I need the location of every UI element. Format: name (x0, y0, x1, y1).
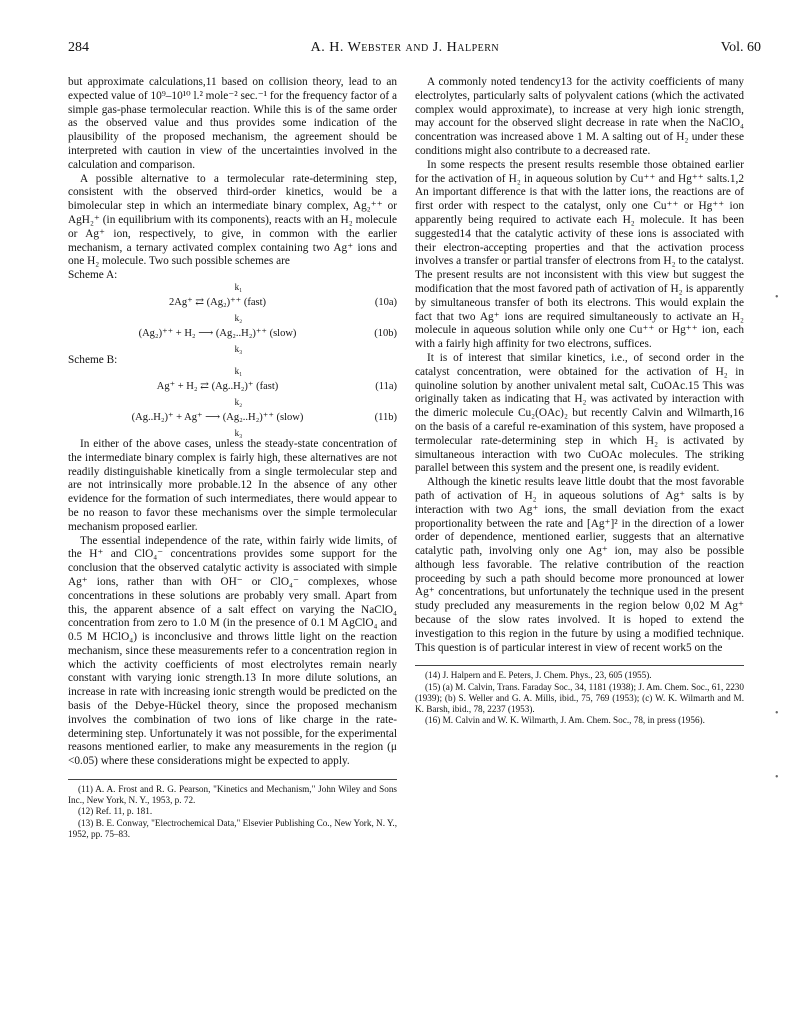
rate-constant-label: k₃ (234, 427, 243, 438)
margin-dot-icon: • (775, 772, 779, 783)
scheme-a-label: Scheme A: (68, 269, 118, 282)
paragraph: A possible alternative to a termolecular rate-determining step, consistent with the observed third-order kinetics, would be a bimolecular step in which an intermediate binary complex, Ag₂⁺⁺ or AgH₂⁺ (in equilibrium with its components), reacts with an H₂ molecule or Ag⁺ ion, respectively, to give, in common with the earlier mechanism, a ternary activated complex containing two Ag⁺ ions and one H₂ molecule. Two such possible schemes are (68, 172, 397, 268)
margin-dot-icon: • (775, 708, 779, 719)
two-column-body (68, 76, 761, 840)
equation-11a (80, 380, 397, 394)
footnote: (15) (a) M. Calvin, Trans. Faraday Soc., 34, 1181 (1938); J. Am. Chem. Soc., 61, 2230 (1939); (b) S. Weller and G. A. Mills, ibid., 75, 769 (1953); (c) W. K. Wilmarth and M. K. Barsh, ibid., 78, 2237 (1953). (415, 681, 744, 715)
equation-11b (80, 411, 397, 425)
scheme-b-label: Scheme B: (68, 353, 118, 366)
footnote: (12) Ref. 11, p. 181. (78, 806, 153, 817)
equation-text: (Ag..H₂)⁺ + Ag⁺ ⟶ (Ag₂..H₂)⁺⁺ (slow) (131, 412, 304, 424)
right-column (415, 76, 744, 840)
equation-number: (11b) (374, 412, 397, 424)
page-header (68, 40, 761, 68)
paragraph: but approximate calculations,11 based on collision theory, lead to an expected value of 10⁹–10¹⁰ l.² mole⁻² sec.⁻¹ for the frequency factor of a simple gas-phase termolecular reaction. While this is of the same order as the observed value and thus provides some indication of the plausibility of the proposed mechanism, the agreement should be interpreted with caution in view of the uncertainties involved in the calculation and comparison. (68, 76, 397, 171)
running-title: A. H. Webster and J. Halpern (310, 40, 500, 55)
equation-number: (10a) (374, 296, 397, 308)
left-column (68, 76, 397, 840)
rate-constant-label: k₁ (234, 366, 243, 377)
footnotes-left (68, 779, 397, 840)
equation-text: (Ag₂)⁺⁺ + H₂ ⟶ (Ag₂..H₂)⁺⁺ (slow) (138, 327, 297, 339)
footnote: (16) M. Calvin and W. K. Wilmarth, J. Am. Chem. Soc., 78, in press (1956). (425, 715, 705, 726)
margin-dot-icon: • (775, 292, 779, 303)
rate-constant-label: k₃ (234, 343, 243, 354)
paragraph: In some respects the present results resemble those obtained earlier for the activation of H₂ in aqueous solution by Cu⁺⁺ and Hg⁺⁺ salts.1,2 An important difference is that with the latter ions, the reactions are of first order with respect to the catalyst, only one Cu⁺⁺ or Hg⁺⁺ ion apparently being required to activate each H₂ molecule. It has been suggested14 that the catalytic activity of these ions is associated with their electron-accepting properties and that the activation process involves a transfer or partial transfer of electrons from H₂ to the catalyst. The present results are not inconsistent with this view but suggest the modification that the most favored path of activation of H₂ is apparently by simultaneous transfer of both its electrons. This would explain the fact that two Ag⁺ ions are required simultaneously to activate an H₂ molecule in aqueous solution while only one Cu⁺⁺ or Hg⁺⁺ ion, each with a fairly high affinity for two electrons, suffices. (415, 158, 744, 351)
equation-text: 2Ag⁺ ⇄ (Ag₂)⁺⁺ (fast) (168, 296, 267, 308)
footnotes-right (415, 665, 744, 726)
equation-10b (80, 327, 397, 341)
paragraph: It is of interest that similar kinetics, i.e., of second order in the catalyst concentration, were obtained for the activation of H₂ in quinoline solution by another univalent metal salt, CuOAc.15 This was originally taken as indicating that H₂ was activated by interaction with the dimeric molecule Cu₂(OAc)₂ but recently Calvin and Wilmarth,16 on the basis of a careful re-examination of this system, have proposed a termolecular rate-determining step in which H₂ is activated by simultaneous interaction with two CuOAc molecules. The striking parallel between this system and the present one, is readily evident. (415, 351, 744, 475)
paragraph: A commonly noted tendency13 for the activity coefficients of many electrolytes, particularly salts of polyvalent cations (which the activated complex would approximate), to increase at very high ionic strength, may account for the observed slight decrease in rate when the NaClO₄ concentration was increased above 1 M. A salting out of H₂ under these conditions might also contribute to a decreased rate. (415, 76, 744, 157)
footnote: (13) B. E. Conway, "Electrochemical Data," Elsevier Publishing Co., New York, N. Y., 1952, pp. 75–83. (68, 817, 397, 839)
rate-constant-label: k₂ (234, 397, 243, 408)
rate-constant-label: k₁ (234, 281, 243, 292)
paragraph: Although the kinetic results leave little doubt that the most favorable path of activation of H₂ in aqueous solutions of Ag⁺ salts is by interaction with two Ag⁺ ions, the small deviation from the exact proportionality between the rate and [Ag⁺]² in the direction of a lower order of dependence, mentioned earlier, suggests that an alternative catalytic path, involving only one Ag⁺ ion, may also be possible although less favorable. The relative contribution of the reaction proceeding by such a path should become more pronounced at lower Ag⁺ concentrations, but unfortunately the technique used in the present study precluded any measurements in the region below 0,02 M Ag⁺ because of the slow rates involved. It is hoped to extend the investigation to this region in the future by using a modified technique. This question is of particular interest in view of recent work5 on the (415, 476, 744, 654)
page-number: 284 (68, 40, 89, 55)
footnote: (14) J. Halpern and E. Peters, J. Chem. Phys., 23, 605 (1955). (425, 670, 652, 681)
footnote: (11) A. A. Frost and R. G. Pearson, "Kinetics and Mechanism," John Wiley and Sons Inc., New York, N. Y., 1953, p. 72. (68, 784, 397, 806)
equation-number: (10b) (374, 327, 397, 339)
rate-constant-label: k₂ (234, 312, 243, 323)
equation-number: (11a) (375, 381, 397, 393)
volume-label: Vol. 60 (720, 40, 761, 55)
paragraph: The essential independence of the rate, within fairly wide limits, of the H⁺ and ClO₄⁻ concentrations provides some support for the conclusion that the observed catalytic activity is associated with simple Ag⁺ ions, rather than with OH⁻ or ClO₄⁻ complexes, whose concentrations in these solutions are probably very small. Apart from this, the apparent absence of a salt effect on varying the NaClO₄ concentration from zero to 1.0 M (in the presence of 0.1 M AgClO₄ and 0.5 M HClO₄) is inconclusive and throws little light on the reaction mechanism, since these measurements refer to a concentration region in which the activity coefficients of most electrolytes remain nearly constant with varying ionic strength.13 In more dilute solutions, an increase in rate with increasing ionic strength would be predicted on the basis of the Debye-Hückel theory, since the proposed mechanism involves the combination of two ions of like charge in the rate-determining step. Unfortunately it was not possible, for the experimental reasons mentioned earlier, to make any measurements in the region (μ <0.05) where these considerations might be expected to apply. (68, 534, 397, 768)
equation-text: Ag⁺ + H₂ ⇄ (Ag..H₂)⁺ (fast) (156, 381, 279, 393)
equation-10a (80, 296, 397, 310)
paragraph: In either of the above cases, unless the steady-state concentration of the intermediate binary complex is fairly high, these alternatives are not readily distinguishable kinetically from a single termolecular step and are not intrinsically more probable.12 In the absence of any other evidence for the formation of such intermediates, there would appear to be no reason to favor these mechanisms over the simple termolecular mechanism proposed earlier. (68, 437, 397, 533)
